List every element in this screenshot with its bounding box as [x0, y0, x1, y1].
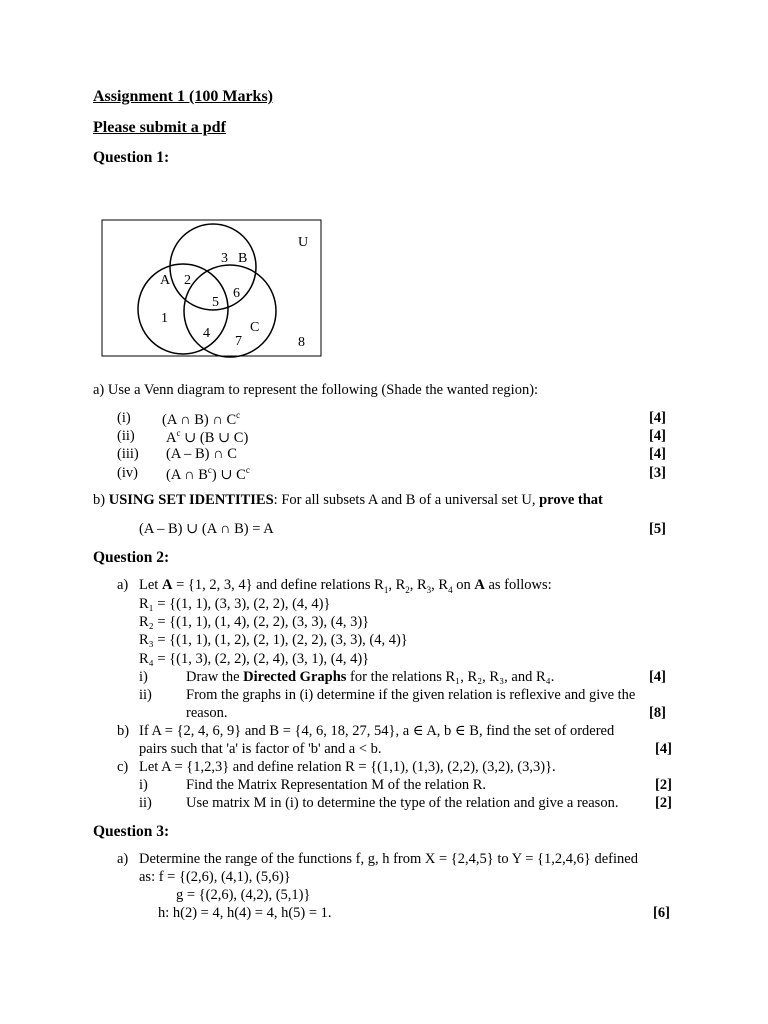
venn-a-label: A	[160, 273, 171, 288]
q1-part-b-prompt: b) USING SET IDENTITIES: For all subsets A and B of a universal set U, prove that	[93, 492, 603, 508]
venn-region-5: 5	[212, 295, 219, 310]
q1-part-a-intro: a) Use a Venn diagram to represent the following (Shade the wanted region):	[93, 382, 539, 398]
question-3-heading: Question 3:	[93, 823, 170, 840]
venn-region-4: 4	[203, 326, 210, 341]
q1-item-iii-expr: (A – B) ∩ C	[166, 446, 237, 462]
q1-item-ii-expr: $A^c$ ∪ (B ∪ C)	[166, 428, 249, 446]
venn-region-6: 6	[233, 286, 240, 301]
venn-diagram	[100, 218, 324, 360]
q2-ai-text: Draw the Directed Graphs for the relations R₁, R₂, R₃, and R₄.	[186, 669, 555, 685]
q1-item-i-num: (i)	[117, 410, 131, 426]
q2-cii-text: Use matrix M in (i) to determine the type of the relation and give a reason.	[186, 795, 619, 811]
q2-b-label: b)	[117, 723, 130, 739]
q3-a-text-line3: g = {(2,6), (4,2), (5,1)}	[176, 887, 311, 903]
q3-a-mark: [6]	[653, 905, 670, 921]
q1-item-iv-mark: [3]	[649, 465, 666, 481]
q2-c-text: Let A = {1,2,3} and define relation R = {(1,1), (1,3), (2,2), (3,2), (3,3)}.	[139, 759, 556, 775]
circle-c	[184, 265, 276, 357]
q2-b-mark: [4]	[655, 741, 672, 757]
q2-a-label: a)	[117, 577, 129, 593]
q3-a-label: a)	[117, 851, 129, 867]
q2-aii-num: ii)	[139, 687, 152, 703]
venn-b-label: B	[238, 251, 248, 266]
q3-a-text-line2: as: f = {(2,6), (4,1), (5,6)}	[139, 869, 291, 885]
q2-b-text-line1: If A = {2, 4, 6, 9} and B = {4, 6, 18, 27, 54}, a ∈ A, b ∈ B, find the set of ordered	[139, 723, 615, 739]
q1-item-iii-mark: [4]	[649, 446, 666, 462]
venn-region-7: 7	[235, 334, 242, 349]
q2-relation-r2: R₂ = {(1, 1), (1, 4), (2, 2), (3, 3), (4, 3)}	[139, 614, 370, 630]
q1-item-iv-num: (iv)	[117, 465, 138, 481]
q2-relation-r1: R₁ = {(1, 1), (3, 3), (2, 2), (4, 4)}	[139, 596, 331, 612]
q1-item-i-expr: (A ∩ B) ∩ $C^c$	[162, 410, 241, 428]
q2-b-text-line2: pairs such that 'a' is factor of 'b' and a < b.	[139, 741, 382, 757]
venn-c-label: C	[250, 320, 260, 335]
q2-c-label: c)	[117, 759, 129, 775]
q2-relation-r3: R₃ = {(1, 1), (1, 2), (2, 1), (2, 2), (3, 3), (4, 4)}	[139, 632, 408, 648]
q2-cii-mark: [2]	[655, 795, 672, 811]
q1-part-b-mark: [5]	[649, 521, 666, 537]
q2-ai-mark: [4]	[649, 669, 666, 685]
q2-aii-mark: [8]	[649, 705, 666, 721]
q1-item-i-mark: [4]	[649, 410, 666, 426]
q3-a-text-line4: h: h(2) = 4, h(4) = 4, h(5) = 1.	[158, 905, 332, 921]
q1-item-ii-num: (ii)	[117, 428, 135, 444]
assignment-title: Assignment 1 (100 Marks)	[93, 88, 273, 105]
venn-region-1: 1	[161, 311, 168, 326]
q3-a-text-line1: Determine the range of the functions f, g, h from X = {2,4,5} to Y = {1,2,4,6} defined	[139, 851, 638, 867]
q2-aii-text-line2: reason.	[186, 705, 228, 721]
q1-item-iii-num: (iii)	[117, 446, 139, 462]
q1-item-ii-mark: [4]	[649, 428, 666, 444]
q1-part-b-expression: (A – B) ∪ (A ∩ B) = A	[139, 521, 274, 537]
q2-ci-text: Find the Matrix Representation M of the relation R.	[186, 777, 487, 793]
question-1-heading: Question 1:	[93, 149, 170, 166]
q2-relation-r4: R₄ = {(1, 3), (2, 2), (2, 4), (3, 1), (4, 4)}	[139, 651, 370, 667]
venn-u-label: U	[298, 235, 309, 250]
venn-region-3: 3	[221, 251, 228, 266]
submit-instruction: Please submit a pdf	[93, 119, 226, 136]
q2-ci-num: i)	[139, 777, 148, 793]
q2-ai-num: i)	[139, 669, 148, 685]
venn-region-2: 2	[184, 273, 191, 288]
question-2-heading: Question 2:	[93, 549, 170, 566]
q2-cii-num: ii)	[139, 795, 152, 811]
q1-item-iv-expr: (A ∩ $B^c$) ∪ $C^c$	[166, 465, 250, 483]
q2-ci-mark: [2]	[655, 777, 672, 793]
venn-region-8: 8	[298, 335, 305, 350]
q2-a-intro: Let A = {1, 2, 3, 4} and define relations $R_1$, $R_2$, $R_3$, $R_4$ on A as follows:	[139, 577, 552, 595]
universal-set-box	[102, 220, 321, 356]
q2-aii-text-line1: From the graphs in (i) determine if the given relation is reflexive and give the	[186, 687, 636, 703]
